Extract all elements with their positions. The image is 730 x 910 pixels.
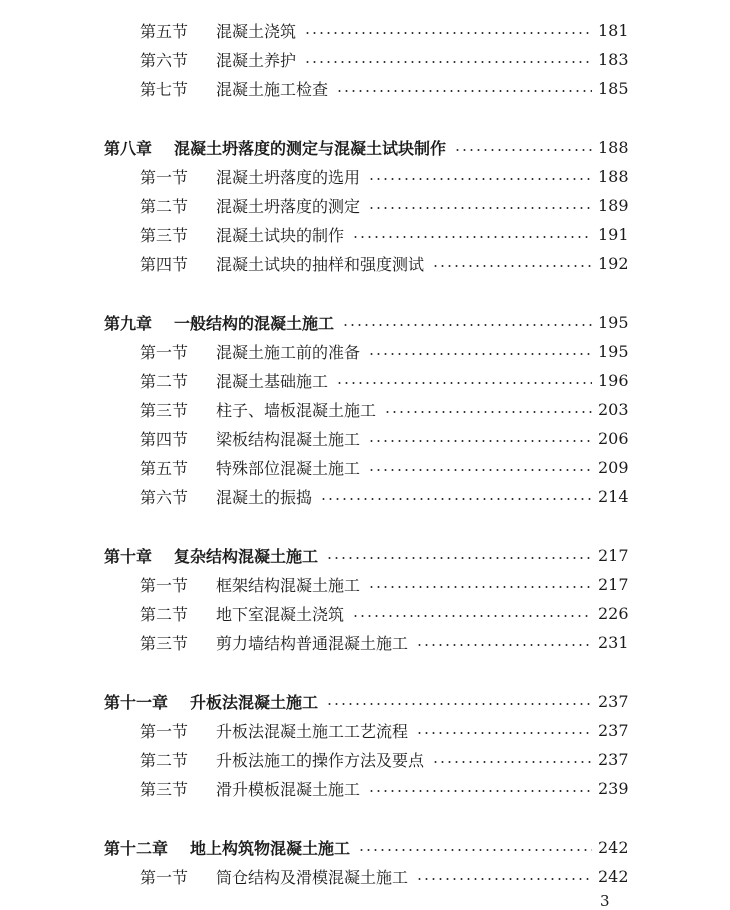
- chapter-page: 188: [598, 138, 629, 157]
- section-page: 226: [598, 604, 629, 623]
- section-title: 混凝土的振捣: [216, 488, 313, 507]
- section-page: 237: [598, 750, 629, 769]
- toc-section-row: [0, 45, 730, 74]
- chapter-title: 升板法混凝土施工: [190, 693, 319, 712]
- toc-chapter-row: [0, 541, 730, 570]
- toc-section-row: [0, 337, 730, 366]
- section-page: 181: [598, 21, 629, 40]
- dot-leader: [384, 411, 592, 413]
- section-page: 206: [598, 429, 629, 448]
- dot-leader: [326, 703, 592, 705]
- group-spacer: [0, 278, 730, 308]
- toc-section-row: [0, 745, 730, 774]
- section-title: 混凝土试块的抽样和强度测试: [216, 255, 425, 274]
- toc-section-row: [0, 453, 730, 482]
- toc-chapter-row: [0, 687, 730, 716]
- chapter-number: 第十一章: [104, 693, 169, 712]
- table-of-contents: [0, 16, 730, 891]
- dot-leader: [432, 761, 592, 763]
- section-title: 混凝土养护: [216, 51, 297, 70]
- section-title: 特殊部位混凝土施工: [216, 459, 361, 478]
- chapter-page: 242: [598, 838, 629, 857]
- chapter-number: 第九章: [104, 314, 153, 333]
- section-page: 192: [598, 254, 629, 273]
- toc-section-row: [0, 628, 730, 657]
- toc-chapter-row: [0, 308, 730, 337]
- section-title: 混凝土施工前的准备: [216, 343, 361, 362]
- toc-section-row: [0, 424, 730, 453]
- dot-leader: [416, 644, 592, 646]
- section-number: 第三节: [140, 226, 189, 245]
- section-page: 195: [598, 342, 629, 361]
- section-number: 第六节: [140, 51, 189, 70]
- section-number: 第四节: [140, 430, 189, 449]
- toc-section-row: [0, 570, 730, 599]
- section-number: 第二节: [140, 605, 189, 624]
- group-spacer: [0, 511, 730, 541]
- section-title: 框架结构混凝土施工: [216, 576, 361, 595]
- chapter-number: 第十章: [104, 547, 153, 566]
- toc-section-row: [0, 862, 730, 891]
- section-number: 第五节: [140, 459, 189, 478]
- section-page: 189: [598, 196, 629, 215]
- toc-section-row: [0, 716, 730, 745]
- toc-section-row: [0, 599, 730, 628]
- section-number: 第二节: [140, 372, 189, 391]
- section-page: 237: [598, 721, 629, 740]
- chapter-page: 217: [598, 546, 629, 565]
- toc-chapter-row: [0, 133, 730, 162]
- dot-leader: [326, 557, 592, 559]
- section-title: 滑升模板混凝土施工: [216, 780, 361, 799]
- section-page: 185: [598, 79, 629, 98]
- dot-leader: [368, 207, 592, 209]
- group-spacer: [0, 803, 730, 833]
- dot-leader: [432, 265, 592, 267]
- chapter-page: 195: [598, 313, 629, 332]
- section-page: 242: [598, 867, 629, 886]
- section-title: 混凝土基础施工: [216, 372, 329, 391]
- dot-leader: [352, 615, 592, 617]
- dot-leader: [368, 178, 592, 180]
- dot-leader: [368, 353, 592, 355]
- dot-leader: [336, 90, 592, 92]
- section-page: 217: [598, 575, 629, 594]
- dot-leader: [304, 32, 592, 34]
- section-number: 第二节: [140, 751, 189, 770]
- dot-leader: [368, 440, 592, 442]
- section-page: 183: [598, 50, 629, 69]
- toc-section-row: [0, 220, 730, 249]
- section-title: 地下室混凝土浇筑: [216, 605, 345, 624]
- section-number: 第五节: [140, 22, 189, 41]
- chapter-page: 237: [598, 692, 629, 711]
- toc-section-row: [0, 249, 730, 278]
- section-title: 柱子、墙板混凝土施工: [216, 401, 377, 420]
- dot-leader: [368, 469, 592, 471]
- dot-leader: [358, 849, 592, 851]
- chapter-title: 复杂结构混凝土施工: [174, 547, 319, 566]
- chapter-number: 第八章: [104, 139, 153, 158]
- section-number: 第四节: [140, 255, 189, 274]
- dot-leader: [368, 586, 592, 588]
- toc-section-row: [0, 191, 730, 220]
- toc-chapter-row: [0, 833, 730, 862]
- dot-leader: [342, 324, 592, 326]
- section-title: 升板法施工的操作方法及要点: [216, 751, 425, 770]
- section-number: 第三节: [140, 401, 189, 420]
- section-page: 209: [598, 458, 629, 477]
- section-title: 剪力墙结构普通混凝土施工: [216, 634, 409, 653]
- toc-section-row: [0, 366, 730, 395]
- section-page: 239: [598, 779, 629, 798]
- toc-section-row: [0, 774, 730, 803]
- toc-section-row: [0, 482, 730, 511]
- section-title: 混凝土施工检查: [216, 80, 329, 99]
- group-spacer: [0, 103, 730, 133]
- section-number: 第一节: [140, 722, 189, 741]
- section-number: 第一节: [140, 868, 189, 887]
- dot-leader: [454, 149, 592, 151]
- section-page: 203: [598, 400, 629, 419]
- section-title: 混凝土坍落度的选用: [216, 168, 361, 187]
- dot-leader: [320, 498, 592, 500]
- dot-leader: [416, 732, 592, 734]
- chapter-title: 地上构筑物混凝土施工: [190, 839, 351, 858]
- section-title: 混凝土试块的制作: [216, 226, 345, 245]
- section-number: 第一节: [140, 576, 189, 595]
- section-title: 筒仓结构及滑模混凝土施工: [216, 868, 409, 887]
- section-page: 196: [598, 371, 629, 390]
- dot-leader: [336, 382, 592, 384]
- section-page: 191: [598, 225, 629, 244]
- toc-section-row: [0, 16, 730, 45]
- chapter-title: 一般结构的混凝土施工: [174, 314, 335, 333]
- section-title: 升板法混凝土施工工艺流程: [216, 722, 409, 741]
- dot-leader: [368, 790, 592, 792]
- section-page: 214: [598, 487, 629, 506]
- chapter-number: 第十二章: [104, 839, 169, 858]
- section-number: 第一节: [140, 343, 189, 362]
- group-spacer: [0, 657, 730, 687]
- section-number: 第一节: [140, 168, 189, 187]
- page-number: 3: [600, 892, 610, 910]
- dot-leader: [304, 61, 592, 63]
- toc-section-row: [0, 162, 730, 191]
- toc-section-row: [0, 74, 730, 103]
- section-title: 混凝土坍落度的测定: [216, 197, 361, 216]
- section-page: 188: [598, 167, 629, 186]
- chapter-title: 混凝土坍落度的测定与混凝土试块制作: [174, 139, 447, 158]
- section-page: 231: [598, 633, 629, 652]
- section-number: 第二节: [140, 197, 189, 216]
- section-title: 混凝土浇筑: [216, 22, 297, 41]
- section-number: 第三节: [140, 780, 189, 799]
- dot-leader: [416, 878, 592, 880]
- section-number: 第三节: [140, 634, 189, 653]
- dot-leader: [352, 236, 592, 238]
- section-number: 第六节: [140, 488, 189, 507]
- section-number: 第七节: [140, 80, 189, 99]
- section-title: 梁板结构混凝土施工: [216, 430, 361, 449]
- toc-section-row: [0, 395, 730, 424]
